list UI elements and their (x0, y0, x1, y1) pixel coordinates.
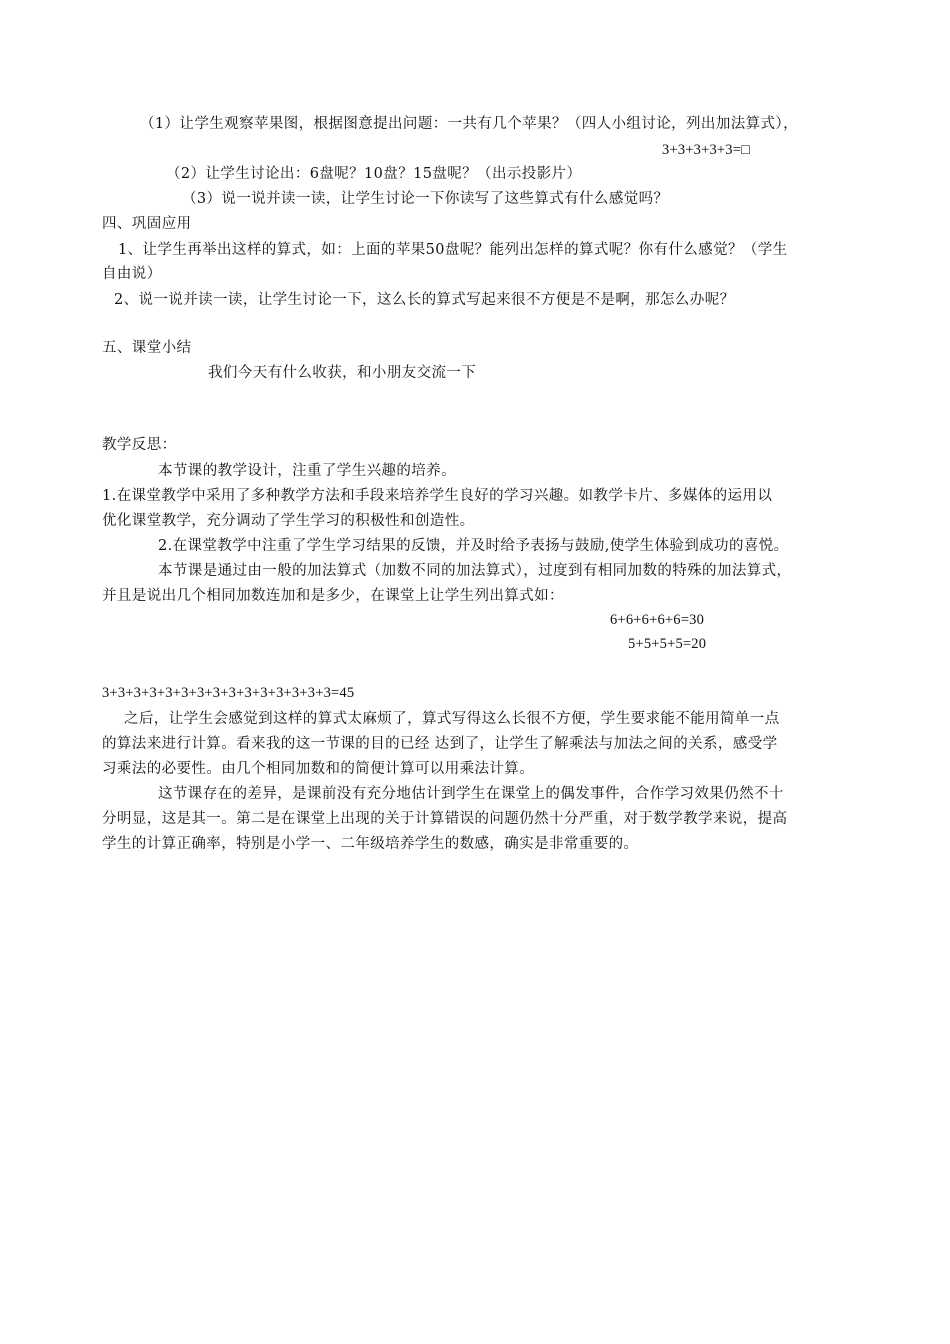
example-formula-1: 6+6+6+6+6=30 (610, 612, 705, 628)
section-5-text: 我们今天有什么收获，和小朋友交流一下 (208, 365, 477, 381)
reflection-title: 教学反思： (102, 437, 177, 453)
section-5-heading: 五、课堂小结 (102, 340, 192, 356)
section-4-paragraph-1-cont: 自由说） (102, 266, 162, 282)
reflection-paragraph-4: 之后，让学生会感觉到这样的算式太麻烦了，算式写得这么长很不方便，学生要求能不能用简单一点 (124, 711, 780, 727)
lesson-item-3: （3）说一说并读一读，让学生讨论一下你读写了这些算式有什么感觉吗？ (182, 191, 669, 207)
section-4-paragraph-2: 2、说一说并读一读，让学生讨论一下，这么长的算式写起来很不方便是不是啊，那怎么办呢？ (114, 292, 735, 308)
example-formula-3: 3+3+3+3+3+3+3+3+3+3+3+3+3+3+3=45 (102, 685, 355, 701)
example-formula-2: 5+5+5+5=20 (628, 636, 707, 652)
lesson-item-2: （2）让学生讨论出：6盘呢？10盘？15盘呢？（出示投影片） (166, 166, 582, 182)
section-4-paragraph-1: 1、让学生再举出这样的算式，如：上面的苹果50盘呢？能列出怎样的算式呢？你有什么感觉？（学生 (118, 242, 788, 258)
reflection-paragraph-3: 本节课是通过由一般的加法算式（加数不同的加法算式），过度到有相同加数的特殊的加法算式， (158, 563, 792, 579)
reflection-paragraph-3-cont: 并且是说出几个相同加数连加和是多少，在课堂上让学生列出算式如： (102, 588, 564, 604)
reflection-paragraph-5-line-2: 分明显，这是其一。第二是在课堂上出现的关于计算错误的问题仍然十分严重，对于数学教学来说，提高 (102, 811, 788, 827)
lesson-item-1-formula: 3+3+3+3+3=□ (662, 142, 751, 158)
reflection-point-2: 2.在课堂教学中注重了学生学习结果的反馈，并及时给予表扬与鼓励,使学生体验到成功的喜悦。 (158, 538, 789, 554)
reflection-paragraph-4-line-3: 习乘法的必要性。由几个相同加数和的简便计算可以用乘法计算。 (102, 761, 535, 777)
reflection-point-1-cont: 优化课堂教学，充分调动了学生学习的积极性和创造性。 (102, 513, 475, 529)
reflection-paragraph-5-line-3: 学生的计算正确率，特别是小学一、二年级培养学生的数感，确实是非常重要的。 (102, 836, 639, 852)
reflection-paragraph-5: 这节课存在的差异，是课前没有充分地估计到学生在课堂上的偶发事件，合作学习效果仍然不十 (158, 786, 784, 802)
reflection-paragraph-4-line-2: 的算法来进行计算。看来我的这一节课的目的已经 达到了，让学生了解乘法与加法之间的关系，感受学 (102, 736, 778, 752)
lesson-item-1: （1）让学生观察苹果图，根据图意提出问题：一共有几个苹果？（四人小组讨论，列出加法算式）， (140, 116, 798, 132)
reflection-intro: 本节课的教学设计，注重了学生兴趣的培养。 (158, 463, 456, 479)
reflection-point-1: 1.在课堂教学中采用了多种教学方法和手段来培养学生良好的学习兴趣。如教学卡片、多媒体的运用以 (102, 488, 773, 504)
section-4-heading: 四、巩固应用 (102, 216, 192, 232)
